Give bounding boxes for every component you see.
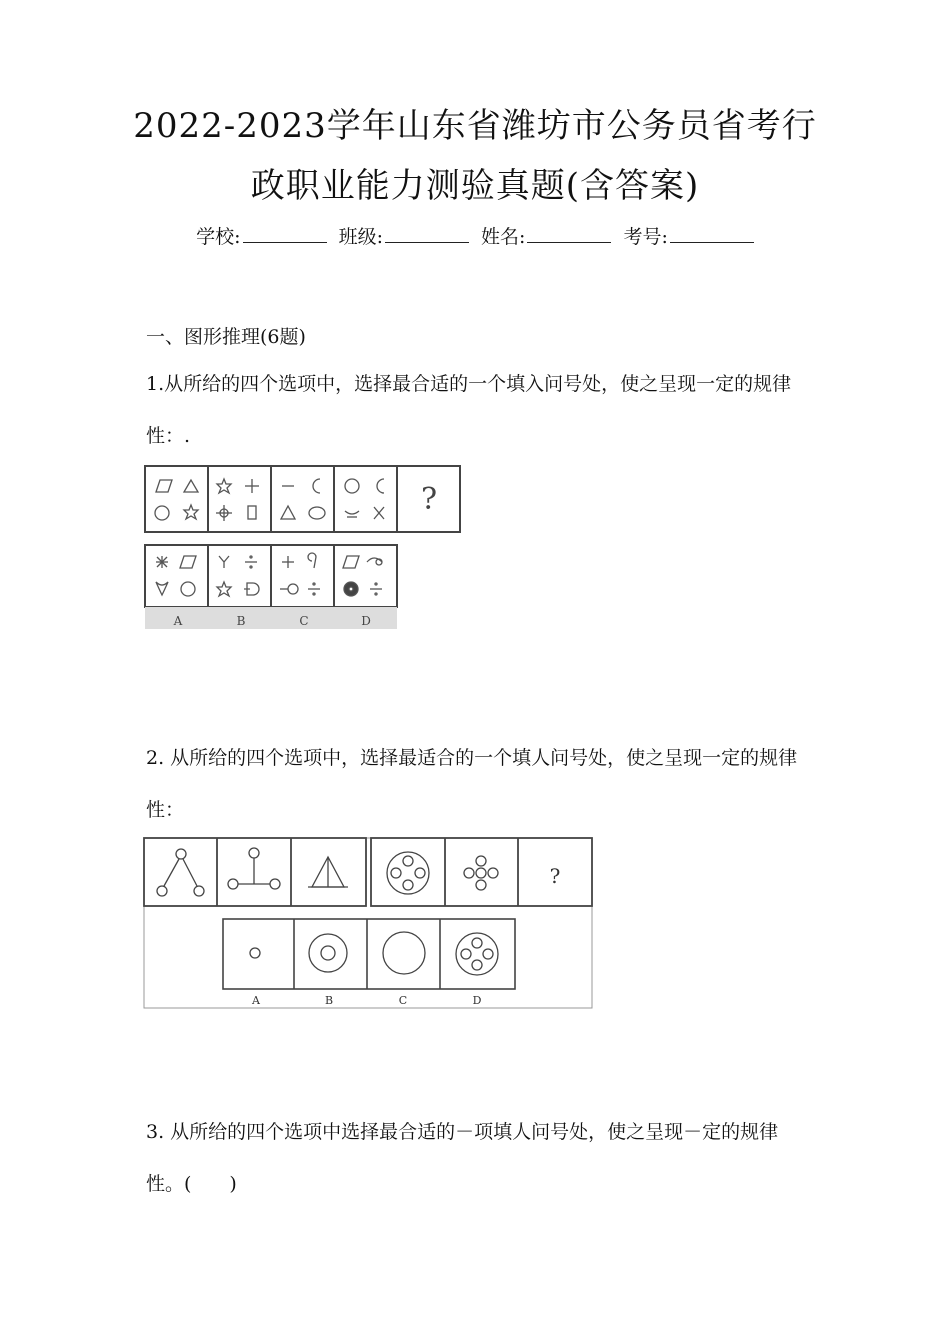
class-field: [339, 226, 469, 248]
number-blank: [670, 228, 754, 243]
class-blank: [385, 228, 469, 243]
school-label: 学校:: [196, 226, 241, 248]
figure-2-option-d: D: [472, 994, 482, 1007]
figure-1-question-mark: ?: [420, 482, 438, 517]
school-blank: [243, 228, 327, 243]
figure-1-question-row: [145, 466, 460, 532]
document-title: [0, 96, 950, 216]
section-heading: 一、图形推理(6题): [146, 326, 306, 348]
figure-2-option-a: A: [252, 994, 260, 1007]
number-label: 考号:: [623, 226, 668, 248]
student-info-row: [0, 222, 950, 249]
figure-1-option-d: D: [361, 614, 371, 628]
question-3-text: 3. 从所给的四个选项中选择最合适的－项填人问号处，使之呈现－定的规律性。( ): [146, 1121, 779, 1195]
figure-2-question-mark: ?: [549, 864, 561, 888]
school-field: [196, 226, 326, 248]
question-1-text: 1.从所给的四个选项中，选择最合适的一个填入问号处，使之呈现一定的规律性：.: [146, 373, 792, 447]
figure-1-options-row: [145, 545, 397, 629]
number-field: [623, 226, 753, 248]
title-line-1: 2022-2023学年山东省潍坊市公务员省考行: [133, 106, 817, 146]
figure-2-option-c: C: [398, 994, 408, 1007]
figure-2-option-b: B: [324, 994, 334, 1007]
figure-1-option-a: A: [173, 614, 183, 628]
title-line-2: 政职业能力测验真题(含答案): [250, 166, 700, 206]
figure-2: [143, 837, 594, 1011]
figure-1-option-b: B: [236, 614, 246, 628]
name-field: [481, 226, 611, 248]
question-2-text: 2. 从所给的四个选项中，选择最适合的一个填人问号处，使之呈现一定的规律性：: [146, 747, 798, 821]
figure-1: [144, 465, 462, 633]
name-blank: [527, 228, 611, 243]
figure-1-option-c: C: [299, 614, 309, 628]
class-label: 班级:: [338, 226, 383, 248]
name-label: 姓名:: [481, 226, 526, 248]
